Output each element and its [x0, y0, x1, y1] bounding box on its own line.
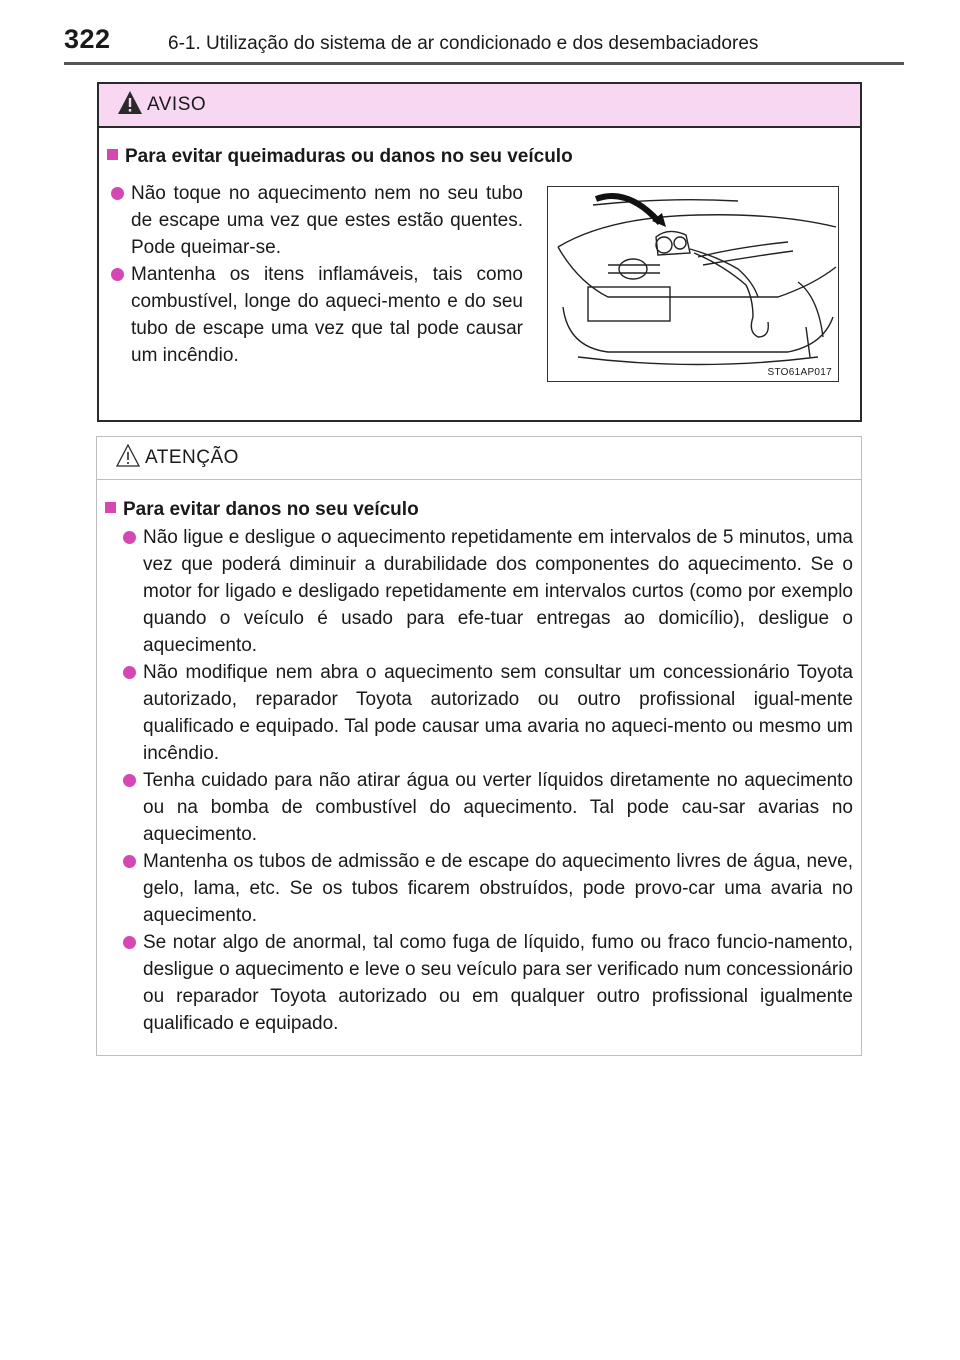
caution-bullet: Mantenha os tubos de admissão e de escape do aquecimento livres de água, neve, gelo, lama, etc. Se os tubos ficarem obstruídos, pode provo-car uma avaria no aquecimento. — [143, 848, 853, 929]
caution-label: ATENÇÃO — [145, 447, 239, 468]
caution-header — [97, 437, 861, 480]
square-bullet-icon — [107, 149, 118, 160]
header-rule — [64, 62, 904, 65]
warning-header — [99, 84, 860, 128]
warning-bullet: Mantenha os itens inflamáveis, tais como combustível, longe do aqueci-mento e do seu tubo de escape uma vez que tal pode causar um incêndio. — [131, 261, 523, 369]
bullet-dot-icon — [111, 187, 124, 200]
warning-subheading: Para evitar queimaduras ou danos no seu veículo — [107, 146, 573, 168]
page-number: 322 — [64, 24, 111, 54]
bullet-dot-icon — [111, 268, 124, 281]
bullet-dot-icon — [123, 855, 136, 868]
heater-illustration — [547, 186, 839, 382]
page-header — [64, 24, 904, 64]
warning-box — [97, 82, 862, 422]
bullet-dot-icon — [123, 774, 136, 787]
caution-triangle-icon — [115, 443, 141, 469]
warning-triangle-icon — [117, 90, 143, 116]
car-front-heater-icon — [548, 187, 838, 381]
caution-bullet: Não ligue e desligue o aquecimento repetidamente em intervalos de 5 minutos, uma vez que poderá diminuir a durabilidade dos componentes do aquecimento. Se o motor for ligado e desligado repetidamente em intervalos curtos (como por exemplo quando o veículo é usado para efe-tuar entregas ao domicílio), desligue o aquecimento. — [143, 524, 853, 659]
caution-box — [96, 436, 862, 1056]
warning-bullet: Não toque no aquecimento nem no seu tubo de escape uma vez que estes estão quentes. Pode queimar-se. — [131, 180, 523, 261]
caution-subheading: Para evitar danos no seu veículo — [105, 499, 419, 521]
square-bullet-icon — [105, 502, 116, 513]
caution-bullet: Não modifique nem abra o aquecimento sem consultar um concessionário Toyota autorizado, reparador Toyota autorizado ou outro profissional igual-mente qualificado e equipado. Tal pode causar uma avaria no aqueci-mento ou mesmo um incêndio. — [143, 659, 853, 767]
warning-label: AVISO — [147, 94, 207, 115]
caution-bullet: Se notar algo de anormal, tal como fuga de líquido, fumo ou fraco funcio-namento, desligue o aquecimento e leve o seu veículo para ser verificado num concessionário ou reparador Toyota autorizado ou em qualquer outro profissional igualmente qualificado e equipado. — [143, 929, 853, 1037]
section-title: 6-1. Utilização do sistema de ar condicionado e dos desembaciadores — [168, 33, 759, 54]
bullet-dot-icon — [123, 936, 136, 949]
caution-bullet: Tenha cuidado para não atirar água ou verter líquidos diretamente no aquecimento ou na bomba de combustível do aquecimento. Tal pode cau-sar avarias no aquecimento. — [143, 767, 853, 848]
bullet-dot-icon — [123, 666, 136, 679]
figure-code: STO61AP017 — [767, 367, 832, 378]
bullet-dot-icon — [123, 531, 136, 544]
